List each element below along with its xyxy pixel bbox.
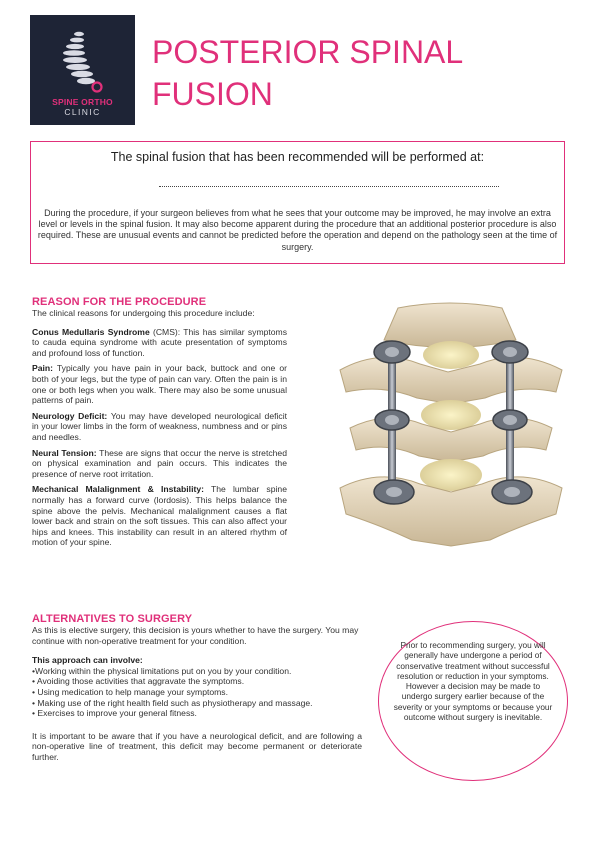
logo-text-clinic: CLINIC xyxy=(64,107,101,117)
reason-item-cms xyxy=(32,327,287,359)
reason-item-pain xyxy=(32,363,287,405)
alternatives-subheading: This approach can involve: xyxy=(32,655,143,666)
title-panel xyxy=(135,15,565,125)
reason-term: Neural Tension: xyxy=(32,447,97,458)
venue-box xyxy=(30,141,565,264)
reason-term: Conus Medullaris Syndrome xyxy=(32,326,150,337)
list-item: • Exercises to improve your general fitness. xyxy=(32,708,197,719)
callout-text: Prior to recommending surgery, you will generally have undergone a period of conservative treatment without successful resolution or reduction in your symptoms. However a decision may be made to undergo surgery earlier because of the severity or your symptoms or because your outcome without surgery is inevitable. xyxy=(393,640,553,723)
alternatives-warning: It is important to be aware that if you have a neurological deficit, and are following a non-operative line of treatment, this deficit may become permanent or deteriorate further. xyxy=(32,730,362,762)
reason-text: These are signs that occur the nerve is stretched on physical examination and pain occurs. This indicates the presence of nerve root irritation. xyxy=(32,447,287,479)
reason-term: Mechanical Malalignment & Instability: xyxy=(32,484,204,495)
page-title: POSTERIOR SPINAL FUSION xyxy=(152,34,462,112)
reason-intro: The clinical reasons for undergoing this procedure include: xyxy=(32,308,255,318)
reason-text: (CMS): This has similar symptoms to cauda equina syndrome with acute presentation of symptoms and profound loss of function. xyxy=(32,326,288,358)
reason-item-neural-tension xyxy=(32,448,287,480)
reason-item-neurology xyxy=(32,411,287,443)
spine-logo-icon xyxy=(57,29,109,93)
list-item: •Working within the physical limitations put on you by your condition. xyxy=(32,665,292,676)
reason-term: Neurology Deficit: xyxy=(32,410,108,421)
list-item: • Using medication to help manage your symptoms. xyxy=(32,686,228,697)
callout-oval xyxy=(378,621,568,781)
reason-section xyxy=(32,296,287,553)
spinal-fusion-illustration xyxy=(320,300,582,550)
reason-heading: REASON FOR THE PROCEDURE xyxy=(32,296,207,308)
reason-text: The lumbar spine normally has a forward curve (lordosis). This helps balance the spine above the pelvis. Mechanical malalignment causes a flat lower back and strain on the soft tissues. This can also affect your hips and knees. This instability can result in an altered rhythm of motion of your spine. xyxy=(32,484,287,548)
alternatives-heading: ALTERNATIVES TO SURGERY xyxy=(32,613,193,625)
alternatives-list xyxy=(32,666,362,719)
venue-note: During the procedure, if your surgeon believes from what he sees that your outcome may be improved, he may involve an extra level or levels in the spinal fusion. It may also become apparent during the procedure that an additional posterior procedure is also required. These are unusual events and cannot be predicted before the operation and depend on the pathology seen at the time of surgery. xyxy=(37,208,558,252)
list-item: • Avoiding those activities that aggravate the symptoms. xyxy=(32,676,245,687)
reason-text: Typically you have pain in your back, buttock and one or both of your legs, but the type of pain can vary. Often the pain is in one or both legs when you walk. There may also be some unusual patterns of pain. xyxy=(32,363,287,406)
logo-text-spine-ortho: SPINE ORTHO xyxy=(52,97,113,107)
header-banner xyxy=(30,15,565,125)
list-item: • Making use of the right health field such as physiotherapy and massage. xyxy=(32,697,313,708)
clinic-logo xyxy=(30,15,135,125)
venue-fill-in-line xyxy=(159,186,499,187)
reason-item-malalignment xyxy=(32,484,287,548)
venue-heading: The spinal fusion that has been recommended will be performed at: xyxy=(110,150,485,164)
reason-text: You may have developed neurological deficit in your lower limbs in the form of weakness, numbness and or pins and needles. xyxy=(32,410,287,442)
alternatives-intro: As this is elective surgery, this decision is yours whether to have the surgery. You may continue with non-operative treatment for your condition. xyxy=(32,625,359,646)
reason-term: Pain: xyxy=(32,363,54,374)
alternatives-section xyxy=(32,613,362,763)
